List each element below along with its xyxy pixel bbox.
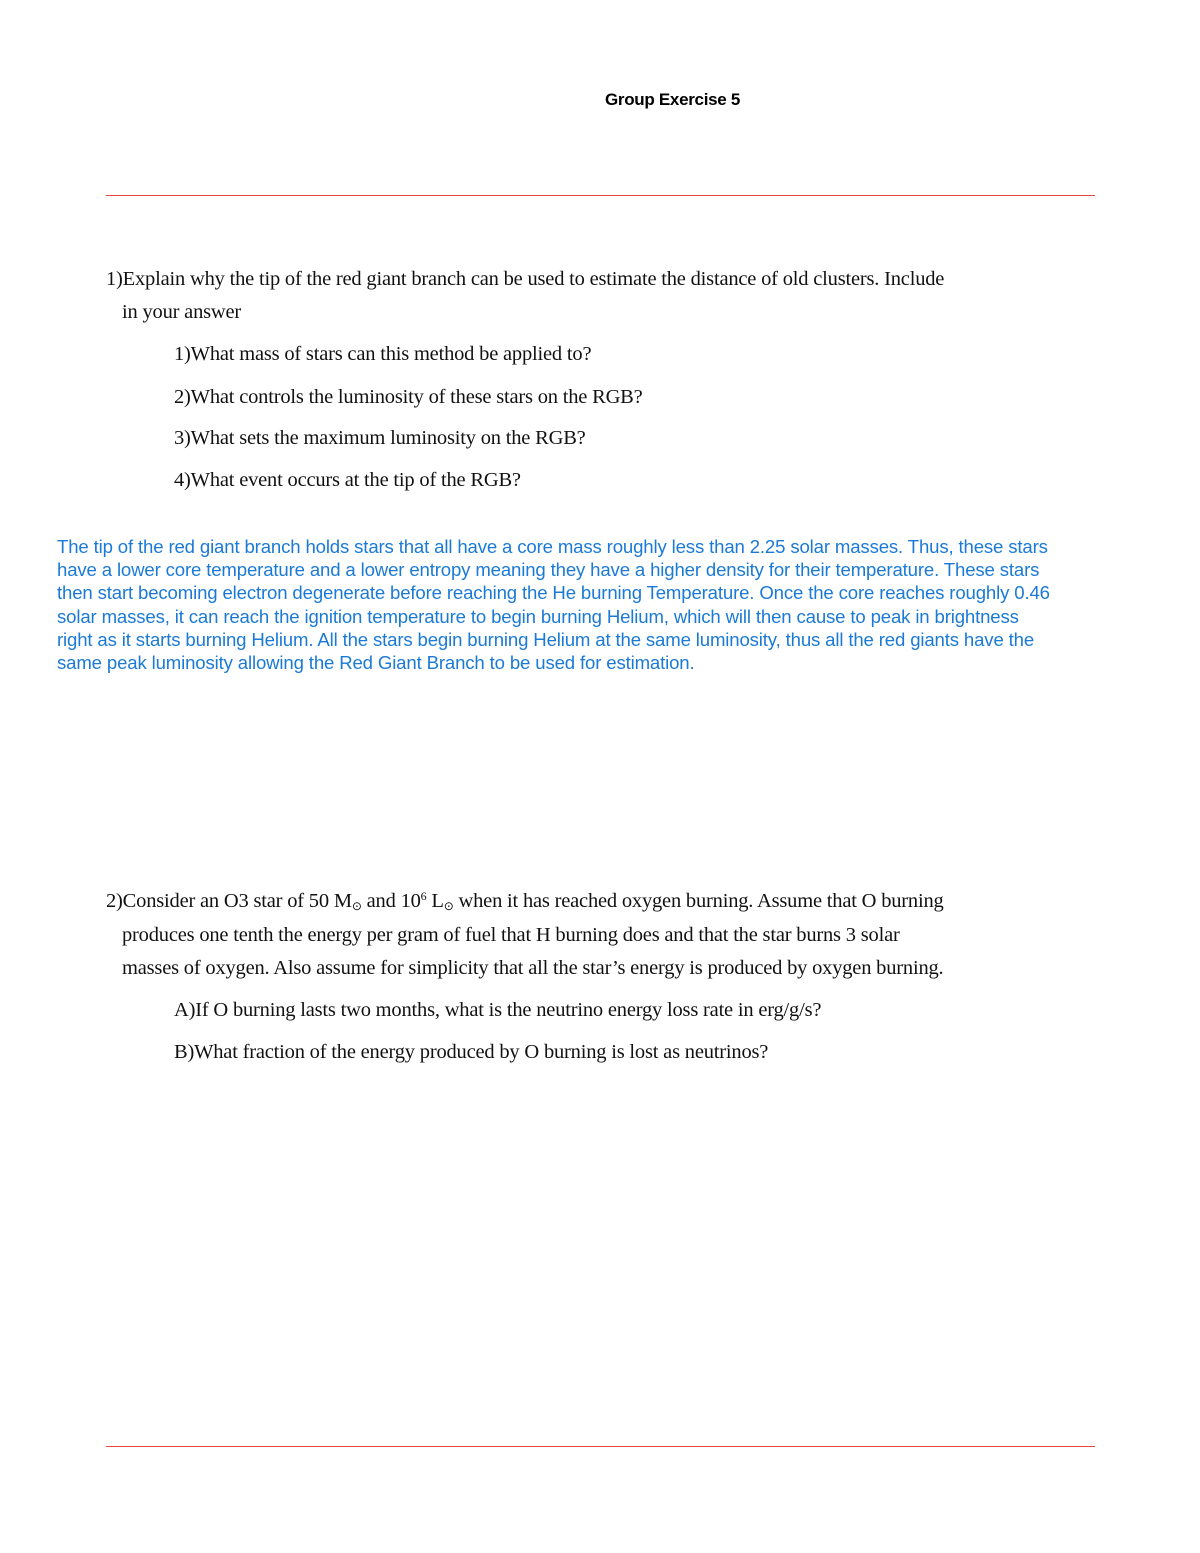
sun-symbol-icon: ⊙ <box>443 899 454 913</box>
top-divider <box>106 195 1095 196</box>
answer-line: have a lower core temperature and a lower entropy meaning they have a higher density for their temperature. These stars <box>57 559 1040 581</box>
question-2-subquestion: A)If O burning lasts two months, what is the neutrino energy loss rate in erg/g/s? <box>174 999 822 1021</box>
question-1-subquestion: 3)What sets the maximum luminosity on the RGB? <box>174 427 586 449</box>
answer-line: right as it starts burning Helium. All the stars begin burning Helium at the same luminosity, thus all the red giants have the <box>57 628 1035 650</box>
question-1-prompt-line-1: 1)Explain why the tip of the red giant branch can be used to estimate the distance of old clusters. Include <box>106 268 945 290</box>
question-2-line-2: produces one tenth the energy per gram of fuel that H burning does and that the star burns 3 solar <box>122 924 900 946</box>
question-1-prompt-line-2: in your answer <box>122 301 242 323</box>
question-2-subquestion: B)What fraction of the energy produced by O burning is lost as neutrinos? <box>174 1041 769 1063</box>
sun-symbol-icon: ⊙ <box>351 899 362 913</box>
exponent: 6 <box>420 889 427 903</box>
answer-line: solar masses, it can reach the ignition temperature to begin burning Helium, which will then cause to peak in brightness <box>57 605 1019 627</box>
question-2-line-1: 2)Consider an O3 star of 50 $M_⊙$ and $10^6$ $L_⊙$ when it has reached oxygen burning. Assume that O burning <box>106 889 944 913</box>
question-1-subquestion: 4)What event occurs at the tip of the RGB? <box>174 469 521 491</box>
question-1-subquestion: 1)What mass of stars can this method be applied to? <box>174 343 592 365</box>
answer-1 <box>57 535 1192 674</box>
answer-line: The tip of the red giant branch holds stars that all have a core mass roughly less than 2.25 solar masses. Thus, these stars <box>57 536 1048 557</box>
question-2-line-3: masses of oxygen. Also assume for simplicity that all the star’s energy is produced by oxygen burning. <box>122 957 944 979</box>
answer-line: same peak luminosity allowing the Red Giant Branch to be used for estimation. <box>57 652 695 674</box>
question-1-subquestion: 2)What controls the luminosity of these stars on the RGB? <box>174 386 643 408</box>
page-title: Group Exercise 5 <box>604 90 741 109</box>
bottom-divider <box>106 1446 1095 1447</box>
answer-line: then start becoming electron degenerate before reaching the He burning Temperature. Once the core reaches roughly 0.46 <box>57 582 1050 604</box>
